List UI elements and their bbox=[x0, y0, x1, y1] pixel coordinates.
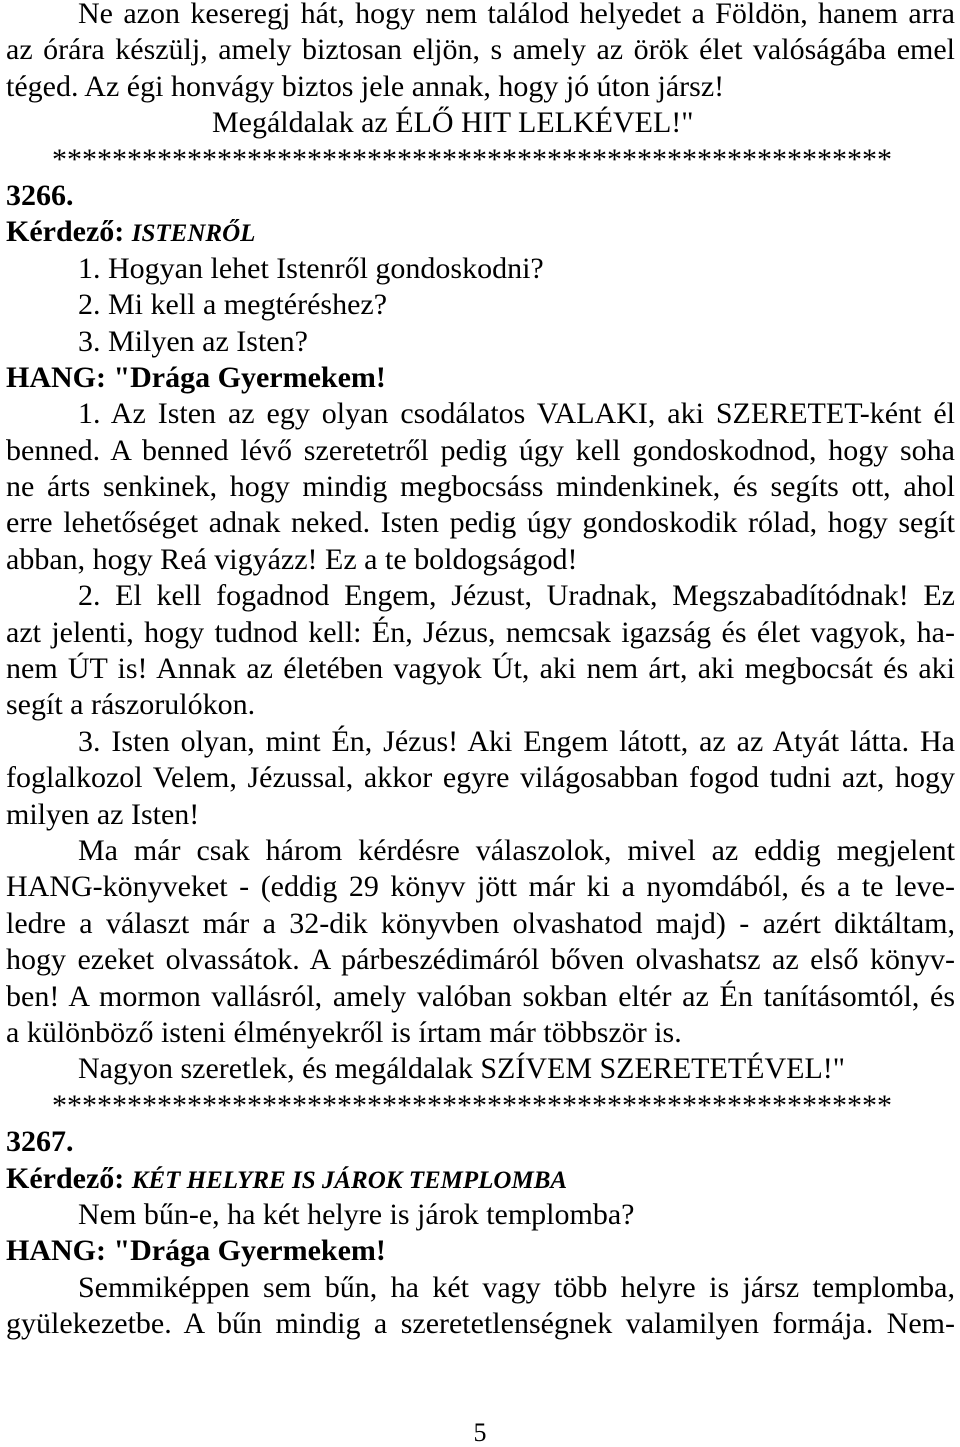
answer-line: 2. El kell fogadnod Engem, Jézust, Uradnak, Megszabadítódnak! Ez bbox=[78, 579, 955, 613]
answer-line: gyülekezetbe. A bűn mindig a szeretetlenségnek valamilyen formája. Nem- bbox=[6, 1307, 955, 1341]
answer-line: milyen az Isten! bbox=[6, 797, 200, 831]
blessing-line: Nagyon szeretlek, és megáldalak SZÍVEM SZERETETÉVEL!" bbox=[78, 1052, 846, 1086]
question-item: 1. Hogyan lehet Istenről gondoskodni? bbox=[78, 251, 544, 285]
answer-greeting: HANG: "Drága Gyermekem! bbox=[6, 360, 386, 394]
entry-number: 3266. bbox=[6, 178, 74, 212]
answer-line: abban, hogy Reá vigyázz! Ez a te boldogságod! bbox=[6, 542, 578, 576]
text-line: Ne azon keseregj hát, hogy nem találod helyedet a Földön, hanem arra bbox=[78, 0, 955, 30]
answer-line: benned. A benned lévő szeretetről pedig úgy kell gondoskodnod, hogy soha bbox=[6, 433, 955, 467]
answer-line: erre lehetőséget adnak neked. Isten pedig úgy gondoskodik rólad, hogy segít bbox=[6, 506, 955, 540]
blessing-line: Megáldalak az ÉLŐ HIT LELKÉVEL!" bbox=[212, 106, 694, 140]
separator: ******************************************************** bbox=[52, 142, 892, 176]
entry-topic: ISTENRŐL bbox=[131, 220, 256, 248]
answer-line: ben! A mormon vallásról, amely valóban sokban eltér az Én tanításomtól, és bbox=[6, 979, 955, 1013]
answer-line: foglalkozol Velem, Jézussal, akkor egyre világosabban fogod tudni azt, hogy bbox=[6, 761, 955, 795]
questioner-line bbox=[6, 214, 955, 250]
answer-line: azt jelenti, hogy tudnod kell: Én, Jézus, nemcsak igazság és élet vagyok, ha- bbox=[6, 615, 955, 649]
answer-line: Semmiképpen sem bűn, ha két vagy több helyre is jársz templomba, bbox=[78, 1270, 955, 1304]
separator: ******************************************************** bbox=[52, 1088, 892, 1122]
question-item: Nem bűn-e, ha két helyre is járok templomba? bbox=[78, 1197, 635, 1231]
answer-line: 3. Isten olyan, mint Én, Jézus! Aki Engem látott, az az Atyát látta. Ha bbox=[78, 724, 955, 758]
answer-line: segít a rászorulókon. bbox=[6, 688, 256, 722]
page-body bbox=[6, 0, 955, 1342]
page-number: 5 bbox=[473, 1418, 487, 1447]
answer-line: hogy ezeket olvassátok. A párbeszédimáról bőven olvashatsz az első könyv- bbox=[6, 943, 955, 977]
answer-greeting: HANG: "Drága Gyermekem! bbox=[6, 1234, 386, 1268]
question-item: 2. Mi kell a megtéréshez? bbox=[78, 288, 388, 322]
answer-line: HANG-könyveket - (eddig 29 könyv jött már ki a nyomdából, és a te leve- bbox=[6, 870, 955, 904]
questioner-label: Kérdező: bbox=[6, 215, 125, 249]
question-item: 3. Milyen az Isten? bbox=[78, 324, 308, 358]
answer-line: 1. Az Isten az egy olyan csodálatos VALAKI, aki SZERETET-ként él bbox=[78, 397, 955, 431]
answer-line: nem ÚT is! Annak az életében vagyok Út, aki nem árt, aki megbocsát és aki bbox=[6, 652, 955, 686]
text-line: az órára készülj, amely biztosan eljön, s amely az örök élet valóságába emel bbox=[6, 33, 955, 67]
questioner-line bbox=[6, 1161, 955, 1197]
questioner-label: Kérdező: bbox=[6, 1161, 125, 1195]
answer-line: ledre a választ már a 32-dik könyvben olvashatod majd) - azért diktáltam, bbox=[6, 906, 955, 940]
answer-line: a különböző isteni élményekről is írtam már többször is. bbox=[6, 1015, 682, 1049]
answer-line: ne árts senkinek, hogy mindig megbocsáss mindenkinek, és segíts ott, ahol bbox=[6, 470, 955, 504]
text-line: téged. Az égi honvágy biztos jele annak, hogy jó úton jársz! bbox=[6, 69, 725, 103]
entry-number: 3267. bbox=[6, 1125, 74, 1159]
answer-line: Ma már csak három kérdésre válaszolok, mivel az eddig megjelent bbox=[78, 833, 955, 867]
entry-topic: KÉT HELYRE IS JÁROK TEMPLOMBA bbox=[131, 1166, 568, 1194]
